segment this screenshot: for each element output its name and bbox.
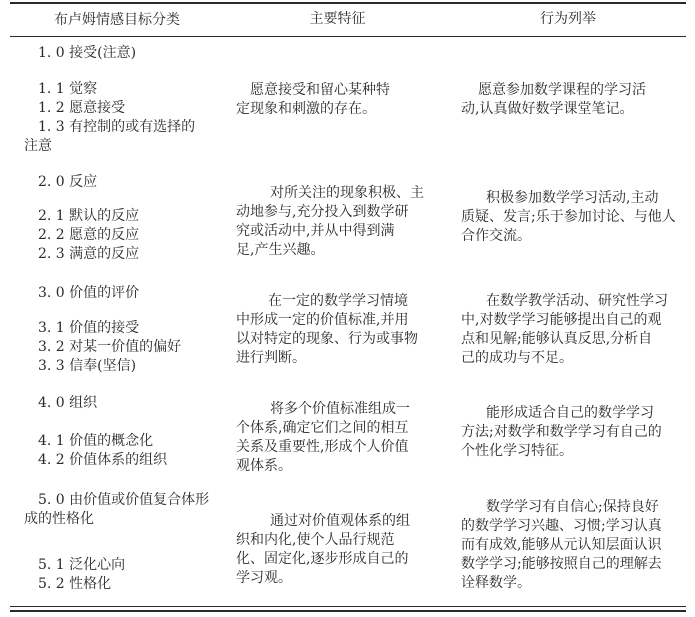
row3-sub2: 3. 2 对某一价值的偏好 bbox=[38, 339, 182, 355]
row1-feature-2: 定现象和刺激的存在。 bbox=[236, 101, 376, 117]
row4-behavior-2: 方法;对数学和数学学习有自己的 bbox=[461, 424, 662, 440]
row5-feature-4: 学习观。 bbox=[236, 570, 292, 586]
header-classification: 布卢姆情感目标分类 bbox=[54, 12, 180, 28]
row3-title: 3. 0 价值的评价 bbox=[38, 285, 140, 301]
row4-feature-1: 将多个价值标准组成一 bbox=[270, 401, 410, 417]
row3-feature-3: 以对特定的现象、行为或事物 bbox=[236, 331, 418, 347]
row1-behavior-2: 动,认真做好数学课堂笔记。 bbox=[461, 101, 634, 117]
row3-sub3: 3. 3 信奉(坚信) bbox=[38, 358, 137, 374]
row2-feature-3: 究或活动中,并从中得到满 bbox=[236, 223, 395, 239]
row2-feature-4: 足,产生兴趣。 bbox=[236, 242, 325, 258]
row5-feature-1: 通过对价值观体系的组 bbox=[270, 513, 410, 529]
row1-feature-1: 愿意接受和留心某种特 bbox=[250, 82, 390, 98]
row2-sub3: 2. 3 满意的反应 bbox=[38, 246, 140, 262]
row5-sub1: 5. 1 泛化心向 bbox=[38, 557, 126, 573]
row3-feature-2: 中形成一定的价值标准,并用 bbox=[236, 312, 409, 328]
row5-feature-3: 化、固定化,逐步形成自己的 bbox=[236, 551, 409, 567]
row2-behavior-1: 积极参加数学学习活动,主动 bbox=[486, 190, 659, 206]
row4-sub2: 4. 2 价值体系的组织 bbox=[38, 452, 168, 468]
row2-behavior-3: 合作交流。 bbox=[461, 228, 531, 244]
table-bottom-rule-thin bbox=[10, 606, 686, 607]
row5-behavior-5: 诠释数学。 bbox=[461, 575, 531, 591]
row2-feature-1: 对所关注的现象积极、主 bbox=[270, 185, 424, 201]
row3-behavior-2: 中,对数学学习能够提出自己的观 bbox=[461, 312, 662, 328]
row1-title: 1. 0 接受(注意) bbox=[38, 45, 137, 61]
row5-sub2: 5. 2 性格化 bbox=[38, 576, 112, 592]
row5-behavior-4: 数学学习;能够按照自己的理解去 bbox=[461, 556, 662, 572]
header-behaviors: 行为列举 bbox=[540, 11, 596, 27]
row2-feature-2: 动地参与,充分投入到数学研 bbox=[236, 204, 409, 220]
row3-feature-1: 在一定的数学学习情境 bbox=[268, 293, 408, 309]
row3-behavior-1: 在数学教学活动、研究性学习 bbox=[486, 293, 668, 309]
table-top-rule bbox=[10, 2, 686, 4]
row5-behavior-2: 的数学学习兴趣、习惯;学习认真 bbox=[461, 518, 662, 534]
row5-feature-2: 织和内化,使个人品行规范 bbox=[236, 532, 395, 548]
row1-sub1: 1. 1 觉察 bbox=[38, 81, 98, 97]
row1-sub2: 1. 2 愿意接受 bbox=[38, 100, 126, 116]
row2-behavior-2: 质疑、发言;乐于参加讨论、与他人 bbox=[461, 209, 676, 225]
header-rule bbox=[10, 36, 686, 37]
row3-behavior-3: 点和见解;能够认真反思,分析自 bbox=[461, 331, 653, 347]
row3-behavior-4: 己的成功与不足。 bbox=[461, 350, 573, 366]
row1-sub3: 1. 3 有控制的或有选择的 bbox=[38, 119, 196, 135]
row5-behavior-3: 而有成效,能够从元认知层面认识 bbox=[461, 537, 662, 553]
row3-sub1: 3. 1 价值的接受 bbox=[38, 320, 140, 336]
row4-feature-4: 观体系。 bbox=[236, 458, 292, 474]
row2-sub2: 2. 2 愿意的反应 bbox=[38, 227, 140, 243]
row1-sub3-cont: 注意 bbox=[24, 138, 52, 154]
row5-title-cont: 成的性格化 bbox=[24, 511, 94, 527]
row4-feature-2: 个体系,确定它们之间的相互 bbox=[236, 420, 409, 436]
row2-sub1: 2. 1 默认的反应 bbox=[38, 208, 140, 224]
row4-behavior-1: 能形成适合自己的数学学习 bbox=[486, 405, 654, 421]
table-bottom-rule-thick bbox=[10, 610, 686, 612]
row1-behavior-1: 愿意参加数学课程的学习活 bbox=[478, 82, 646, 98]
row4-sub1: 4. 1 价值的概念化 bbox=[38, 433, 154, 449]
row4-feature-3: 关系及重要性,形成个人价值 bbox=[236, 439, 409, 455]
row5-title: 5. 0 由价值或价值复合体形 bbox=[38, 492, 210, 508]
header-features: 主要特征 bbox=[309, 11, 366, 27]
row4-behavior-3: 个性化学习特征。 bbox=[461, 443, 573, 459]
row2-title: 2. 0 反应 bbox=[38, 174, 98, 190]
row4-title: 4. 0 组织 bbox=[38, 395, 98, 411]
row5-behavior-1: 数学学习有自信心;保持良好 bbox=[486, 499, 659, 515]
row3-feature-4: 进行判断。 bbox=[236, 350, 306, 366]
